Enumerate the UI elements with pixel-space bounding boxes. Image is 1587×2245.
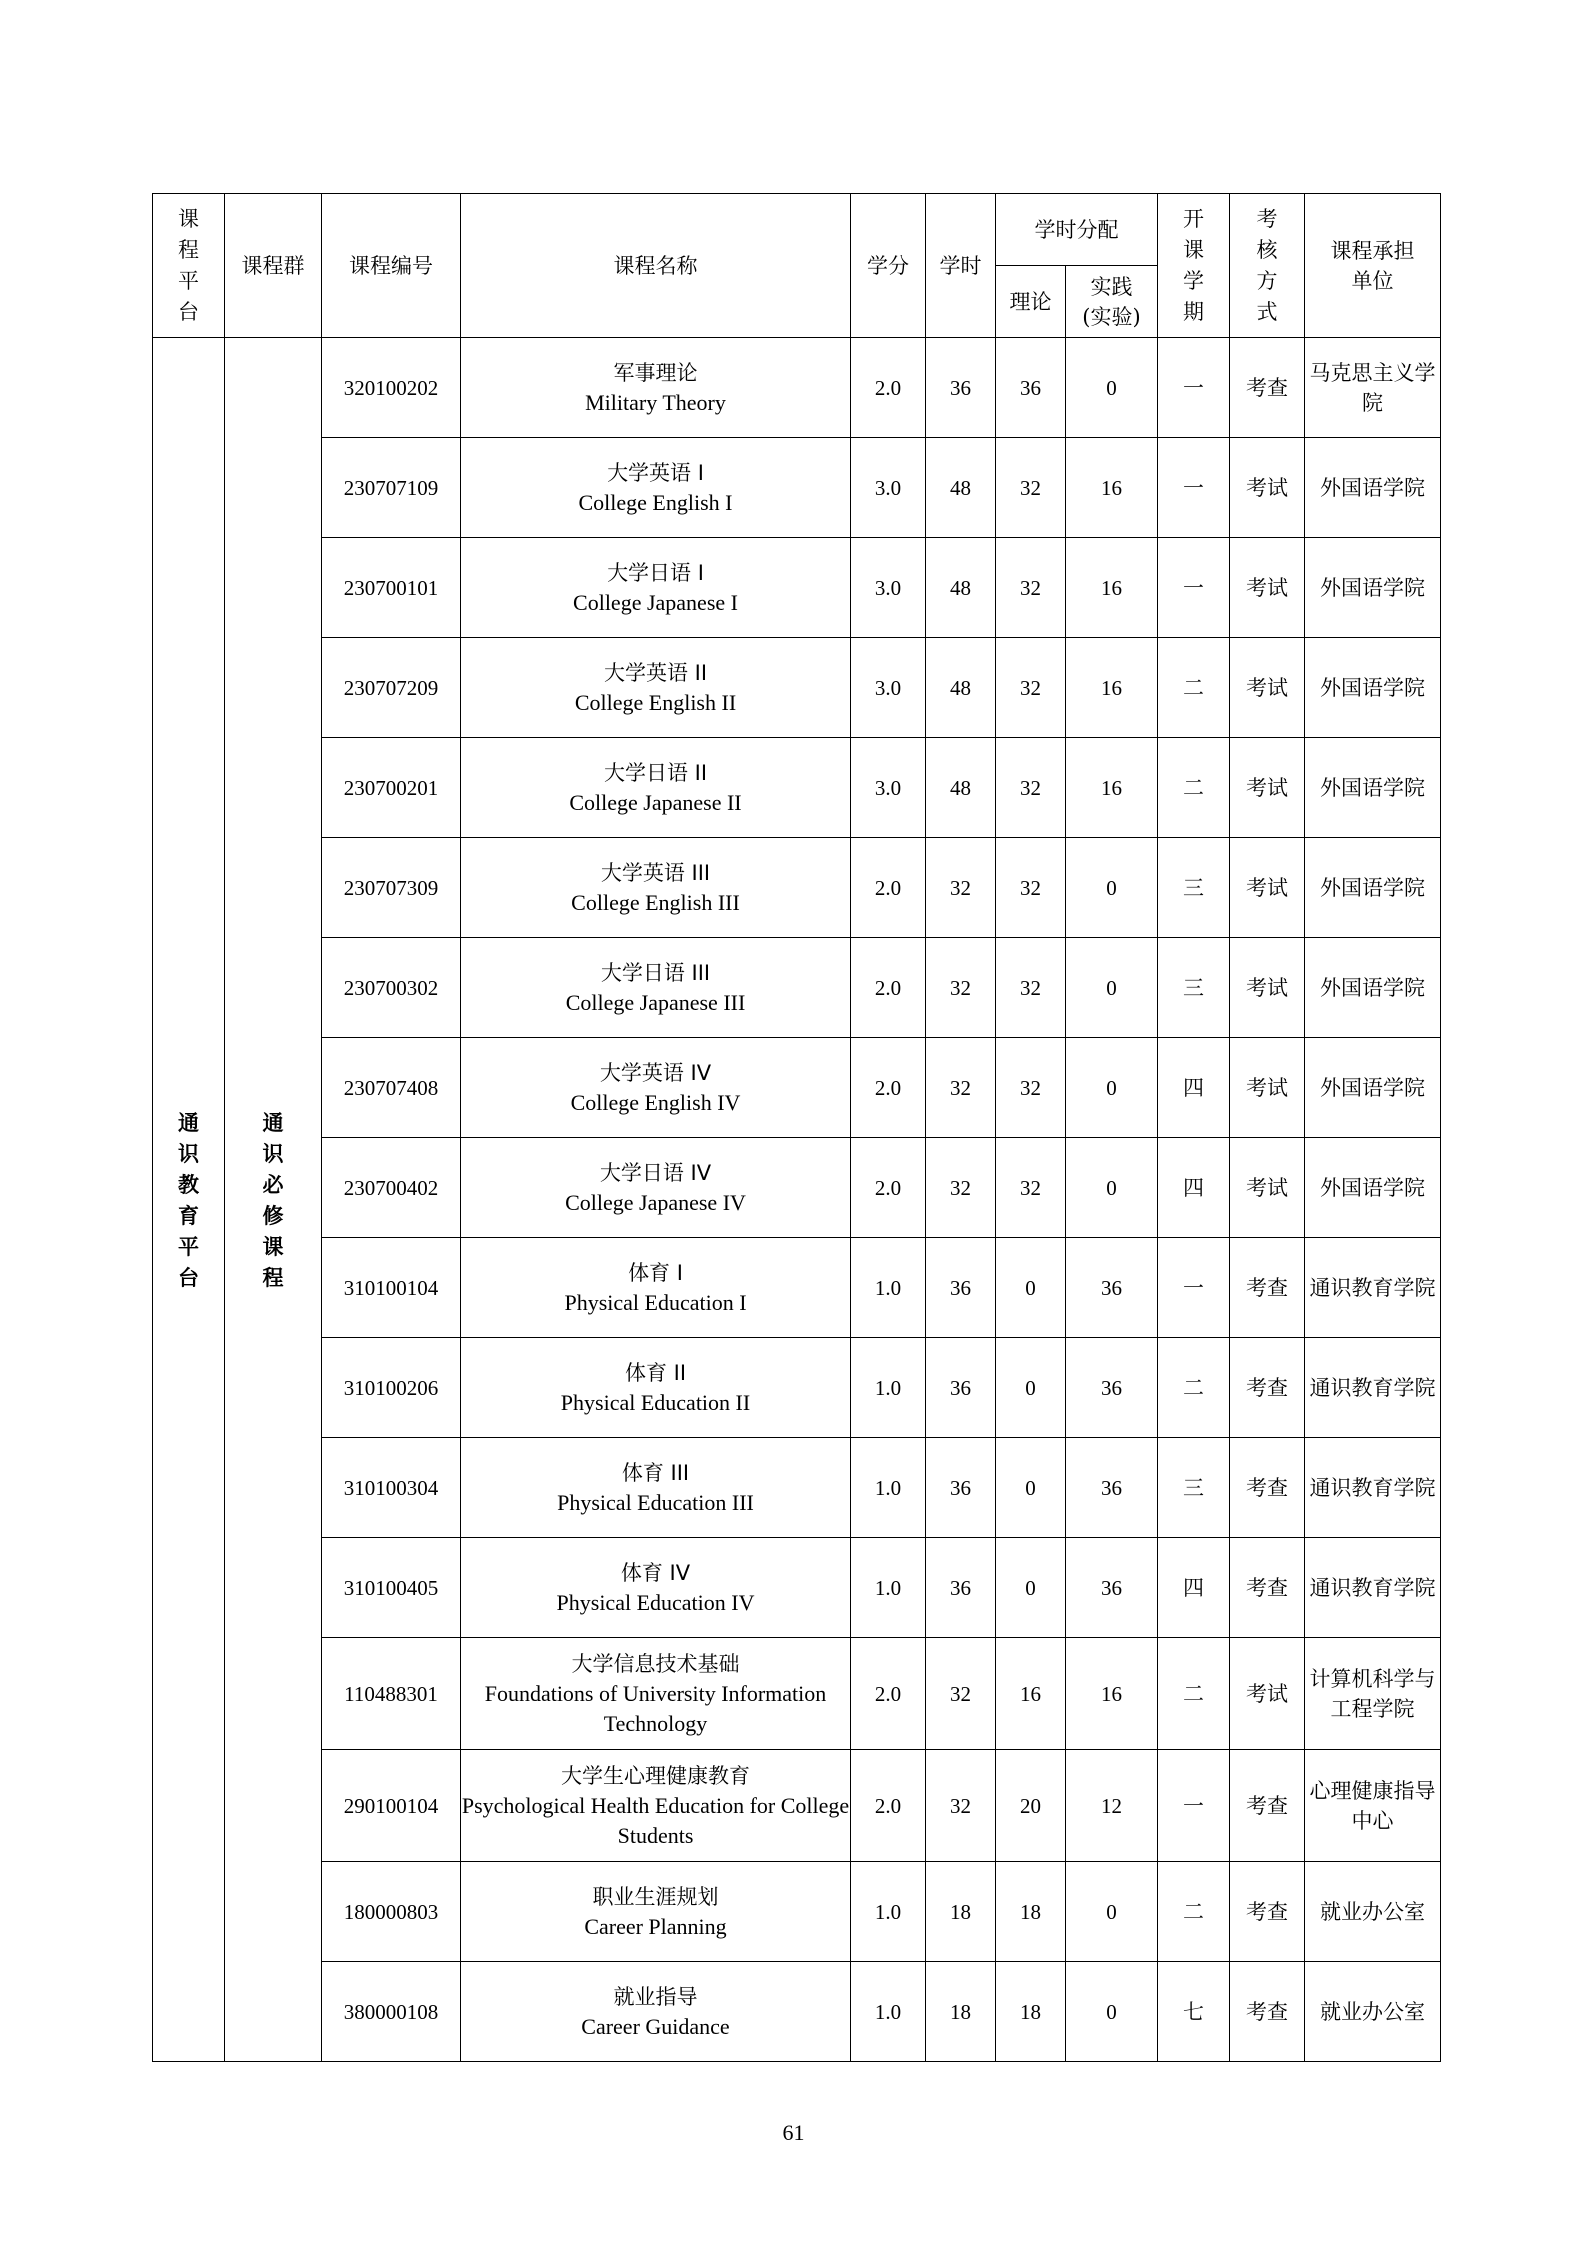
course-name xyxy=(461,738,851,838)
course-hours: 32 xyxy=(926,838,996,938)
course-assessment: 考试 xyxy=(1230,1138,1305,1238)
course-theory-hours: 16 xyxy=(996,1638,1066,1750)
course-unit: 外国语学院 xyxy=(1305,838,1441,938)
header-name: 课程名称 xyxy=(461,194,851,338)
course-name xyxy=(461,638,851,738)
table-row xyxy=(153,538,1441,638)
course-table-body xyxy=(153,338,1441,2062)
course-practice-hours: 0 xyxy=(1066,1038,1158,1138)
course-code: 230707309 xyxy=(322,838,461,938)
course-credits: 3.0 xyxy=(851,738,926,838)
course-name-cn: 就业指导 xyxy=(613,1984,698,2009)
course-name-cn: 大学英语 III xyxy=(600,860,711,885)
course-name-en: College English IV xyxy=(570,1089,741,1115)
group-cell: 通识必修课程 xyxy=(225,338,322,2062)
course-unit: 外国语学院 xyxy=(1305,938,1441,1038)
course-assessment: 考查 xyxy=(1230,1538,1305,1638)
course-assessment: 考试 xyxy=(1230,938,1305,1038)
table-row xyxy=(153,638,1441,738)
header-hour-distribution: 学时分配 xyxy=(996,194,1158,266)
course-name-en: College Japanese II xyxy=(569,789,742,815)
course-unit: 外国语学院 xyxy=(1305,438,1441,538)
course-code: 180000803 xyxy=(322,1862,461,1962)
course-practice-hours: 0 xyxy=(1066,1962,1158,2062)
course-name-en: Physical Education III xyxy=(557,1489,754,1515)
course-hours: 32 xyxy=(926,1138,996,1238)
course-unit: 外国语学院 xyxy=(1305,738,1441,838)
course-unit: 心理健康指导中心 xyxy=(1305,1750,1441,1862)
course-name-cn: 军事理论 xyxy=(613,360,698,385)
course-name-cn: 体育 IV xyxy=(620,1560,691,1585)
course-practice-hours: 0 xyxy=(1066,1862,1158,1962)
course-practice-hours: 36 xyxy=(1066,1438,1158,1538)
course-name xyxy=(461,1538,851,1638)
course-hours: 48 xyxy=(926,638,996,738)
course-unit: 马克思主义学院 xyxy=(1305,338,1441,438)
course-credits: 1.0 xyxy=(851,1538,926,1638)
course-credits: 1.0 xyxy=(851,1962,926,2062)
course-theory-hours: 20 xyxy=(996,1750,1066,1862)
page-number: 61 xyxy=(782,2120,805,2145)
course-semester: 二 xyxy=(1158,1338,1230,1438)
course-semester: 三 xyxy=(1158,938,1230,1038)
course-assessment: 考查 xyxy=(1230,1862,1305,1962)
course-unit: 通识教育学院 xyxy=(1305,1538,1441,1638)
course-hours: 48 xyxy=(926,438,996,538)
course-semester: 一 xyxy=(1158,338,1230,438)
table-row xyxy=(153,1750,1441,1862)
table-row xyxy=(153,1038,1441,1138)
course-hours: 36 xyxy=(926,1238,996,1338)
course-code: 290100104 xyxy=(322,1750,461,1862)
course-practice-hours: 12 xyxy=(1066,1750,1158,1862)
course-hours: 32 xyxy=(926,938,996,1038)
course-semester: 一 xyxy=(1158,1750,1230,1862)
course-name-en: Psychological Health Education for College Students xyxy=(461,1792,850,1848)
table-row xyxy=(153,1338,1441,1438)
course-name-cn: 大学生心理健康教育 xyxy=(561,1763,750,1788)
course-semester: 四 xyxy=(1158,1038,1230,1138)
course-unit: 就业办公室 xyxy=(1305,1962,1441,2062)
table-row xyxy=(153,338,1441,438)
course-theory-hours: 32 xyxy=(996,638,1066,738)
course-code: 380000108 xyxy=(322,1962,461,2062)
course-unit: 外国语学院 xyxy=(1305,1138,1441,1238)
course-credits: 3.0 xyxy=(851,538,926,638)
course-credits: 1.0 xyxy=(851,1438,926,1538)
course-name-cn: 大学英语 I xyxy=(607,460,704,485)
course-theory-hours: 18 xyxy=(996,1962,1066,2062)
course-credits: 3.0 xyxy=(851,638,926,738)
course-unit: 通识教育学院 xyxy=(1305,1438,1441,1538)
course-table xyxy=(152,193,1441,2062)
course-name xyxy=(461,1238,851,1338)
course-code: 230707209 xyxy=(322,638,461,738)
course-theory-hours: 32 xyxy=(996,438,1066,538)
course-theory-hours: 0 xyxy=(996,1538,1066,1638)
course-credits: 2.0 xyxy=(851,938,926,1038)
course-theory-hours: 32 xyxy=(996,938,1066,1038)
course-theory-hours: 0 xyxy=(996,1238,1066,1338)
course-assessment: 考试 xyxy=(1230,638,1305,738)
course-unit: 计算机科学与工程学院 xyxy=(1305,1638,1441,1750)
course-practice-hours: 0 xyxy=(1066,938,1158,1038)
course-assessment: 考查 xyxy=(1230,1962,1305,2062)
course-theory-hours: 36 xyxy=(996,338,1066,438)
course-unit: 通识教育学院 xyxy=(1305,1238,1441,1338)
course-name-en: College Japanese IV xyxy=(565,1189,746,1215)
course-semester: 一 xyxy=(1158,538,1230,638)
course-name-cn: 体育 II xyxy=(624,1360,687,1385)
course-name xyxy=(461,1962,851,2062)
course-name xyxy=(461,438,851,538)
table-row xyxy=(153,1538,1441,1638)
course-name-cn: 体育 I xyxy=(628,1260,683,1285)
course-name-en: College Japanese I xyxy=(573,589,738,615)
course-hours: 36 xyxy=(926,338,996,438)
course-semester: 二 xyxy=(1158,638,1230,738)
course-hours: 36 xyxy=(926,1438,996,1538)
course-theory-hours: 0 xyxy=(996,1438,1066,1538)
course-semester: 二 xyxy=(1158,1638,1230,1750)
course-code: 230700302 xyxy=(322,938,461,1038)
header-theory: 理论 xyxy=(996,266,1066,338)
course-semester: 七 xyxy=(1158,1962,1230,2062)
course-theory-hours: 0 xyxy=(996,1338,1066,1438)
course-name-en: Physical Education II xyxy=(560,1389,751,1415)
header-row xyxy=(153,194,1441,266)
course-name-cn: 大学日语 IV xyxy=(599,1160,712,1185)
course-name-en: College Japanese III xyxy=(565,989,746,1015)
table-row xyxy=(153,738,1441,838)
course-code: 230700101 xyxy=(322,538,461,638)
course-name-en: Physical Education I xyxy=(564,1289,747,1315)
course-name-cn: 大学日语 III xyxy=(600,960,711,985)
course-name-cn: 大学信息技术基础 xyxy=(571,1651,740,1676)
course-name-en: College English II xyxy=(574,689,737,715)
course-name xyxy=(461,1338,851,1438)
course-assessment: 考试 xyxy=(1230,538,1305,638)
course-unit: 外国语学院 xyxy=(1305,1038,1441,1138)
course-name xyxy=(461,1438,851,1538)
course-assessment: 考试 xyxy=(1230,738,1305,838)
header-credits: 学分 xyxy=(851,194,926,338)
platform-cell: 通识教育平台 xyxy=(153,338,225,2062)
course-practice-hours: 16 xyxy=(1066,438,1158,538)
course-assessment: 考试 xyxy=(1230,438,1305,538)
course-hours: 18 xyxy=(926,1962,996,2062)
course-name-en: Career Planning xyxy=(584,1913,727,1939)
course-theory-hours: 32 xyxy=(996,538,1066,638)
course-code: 110488301 xyxy=(322,1638,461,1750)
course-name xyxy=(461,1138,851,1238)
course-credits: 2.0 xyxy=(851,1038,926,1138)
course-theory-hours: 32 xyxy=(996,838,1066,938)
header-group: 课程群 xyxy=(225,194,322,338)
course-name xyxy=(461,1862,851,1962)
course-code: 230700402 xyxy=(322,1138,461,1238)
course-assessment: 考试 xyxy=(1230,1038,1305,1138)
header-unit: 课程承担单位 xyxy=(1305,194,1441,338)
course-practice-hours: 16 xyxy=(1066,1638,1158,1750)
course-name-cn: 大学日语 II xyxy=(603,760,708,785)
course-credits: 2.0 xyxy=(851,1638,926,1750)
course-theory-hours: 32 xyxy=(996,1038,1066,1138)
course-credits: 3.0 xyxy=(851,438,926,538)
course-semester: 一 xyxy=(1158,1238,1230,1338)
course-practice-hours: 0 xyxy=(1066,338,1158,438)
course-name xyxy=(461,1750,851,1862)
course-credits: 1.0 xyxy=(851,1238,926,1338)
course-credits: 2.0 xyxy=(851,1138,926,1238)
course-hours: 32 xyxy=(926,1638,996,1750)
course-credits: 1.0 xyxy=(851,1338,926,1438)
course-semester: 一 xyxy=(1158,438,1230,538)
course-name-cn: 大学英语 II xyxy=(603,660,708,685)
course-semester: 四 xyxy=(1158,1538,1230,1638)
header-practice: 实践(实验) xyxy=(1066,266,1158,338)
header-platform: 课程平台 xyxy=(153,194,225,338)
course-theory-hours: 32 xyxy=(996,738,1066,838)
course-unit: 外国语学院 xyxy=(1305,538,1441,638)
table-row xyxy=(153,438,1441,538)
course-name-cn: 体育 III xyxy=(621,1460,690,1485)
course-hours: 48 xyxy=(926,538,996,638)
table-row xyxy=(153,838,1441,938)
course-credits: 2.0 xyxy=(851,338,926,438)
course-semester: 二 xyxy=(1158,738,1230,838)
header-code: 课程编号 xyxy=(322,194,461,338)
header-hours: 学时 xyxy=(926,194,996,338)
course-name-cn: 职业生涯规划 xyxy=(592,1884,719,1909)
course-assessment: 考查 xyxy=(1230,1238,1305,1338)
course-practice-hours: 16 xyxy=(1066,538,1158,638)
course-unit: 就业办公室 xyxy=(1305,1862,1441,1962)
course-hours: 32 xyxy=(926,1750,996,1862)
course-name-cn: 大学英语 IV xyxy=(599,1060,712,1085)
course-hours: 36 xyxy=(926,1538,996,1638)
course-name xyxy=(461,1038,851,1138)
table-row xyxy=(153,1862,1441,1962)
course-code: 230700201 xyxy=(322,738,461,838)
course-assessment: 考查 xyxy=(1230,1750,1305,1862)
course-code: 310100104 xyxy=(322,1238,461,1338)
table-row xyxy=(153,1638,1441,1750)
course-name-cn: 大学日语 I xyxy=(607,560,704,585)
table-row xyxy=(153,1238,1441,1338)
course-credits: 1.0 xyxy=(851,1862,926,1962)
course-semester: 四 xyxy=(1158,1138,1230,1238)
course-practice-hours: 0 xyxy=(1066,838,1158,938)
course-practice-hours: 36 xyxy=(1066,1338,1158,1438)
course-code: 310100304 xyxy=(322,1438,461,1538)
course-semester: 三 xyxy=(1158,838,1230,938)
course-unit: 通识教育学院 xyxy=(1305,1338,1441,1438)
course-name xyxy=(461,938,851,1038)
course-practice-hours: 16 xyxy=(1066,738,1158,838)
course-assessment: 考试 xyxy=(1230,1638,1305,1750)
course-hours: 36 xyxy=(926,1338,996,1438)
course-assessment: 考查 xyxy=(1230,1438,1305,1538)
course-name xyxy=(461,538,851,638)
course-semester: 三 xyxy=(1158,1438,1230,1538)
course-assessment: 考试 xyxy=(1230,838,1305,938)
table-row xyxy=(153,1438,1441,1538)
course-name xyxy=(461,338,851,438)
course-theory-hours: 18 xyxy=(996,1862,1066,1962)
course-code: 310100206 xyxy=(322,1338,461,1438)
course-name-en: Career Guidance xyxy=(581,2013,730,2039)
course-hours: 32 xyxy=(926,1038,996,1138)
course-code: 230707109 xyxy=(322,438,461,538)
table-row xyxy=(153,938,1441,1038)
course-name-en: Physical Education IV xyxy=(556,1589,755,1615)
course-code: 230707408 xyxy=(322,1038,461,1138)
course-hours: 18 xyxy=(926,1862,996,1962)
course-practice-hours: 36 xyxy=(1066,1538,1158,1638)
course-practice-hours: 0 xyxy=(1066,1138,1158,1238)
table-row xyxy=(153,1962,1441,2062)
course-practice-hours: 16 xyxy=(1066,638,1158,738)
header-assessment: 考核方式 xyxy=(1230,194,1305,338)
course-credits: 2.0 xyxy=(851,838,926,938)
course-name-en: Military Theory xyxy=(585,389,726,415)
course-credits: 2.0 xyxy=(851,1750,926,1862)
course-practice-hours: 36 xyxy=(1066,1238,1158,1338)
course-name-en: College English I xyxy=(578,489,733,515)
course-unit: 外国语学院 xyxy=(1305,638,1441,738)
course-hours: 48 xyxy=(926,738,996,838)
course-semester: 二 xyxy=(1158,1862,1230,1962)
course-assessment: 考查 xyxy=(1230,1338,1305,1438)
course-name-en: College English III xyxy=(571,889,740,915)
course-code: 310100405 xyxy=(322,1538,461,1638)
table-row xyxy=(153,1138,1441,1238)
course-code: 320100202 xyxy=(322,338,461,438)
header-semester: 开课学期 xyxy=(1158,194,1230,338)
course-assessment: 考查 xyxy=(1230,338,1305,438)
course-name xyxy=(461,1638,851,1750)
course-theory-hours: 32 xyxy=(996,1138,1066,1238)
course-name xyxy=(461,838,851,938)
course-name-en: Foundations of University Information Technology xyxy=(484,1680,827,1736)
